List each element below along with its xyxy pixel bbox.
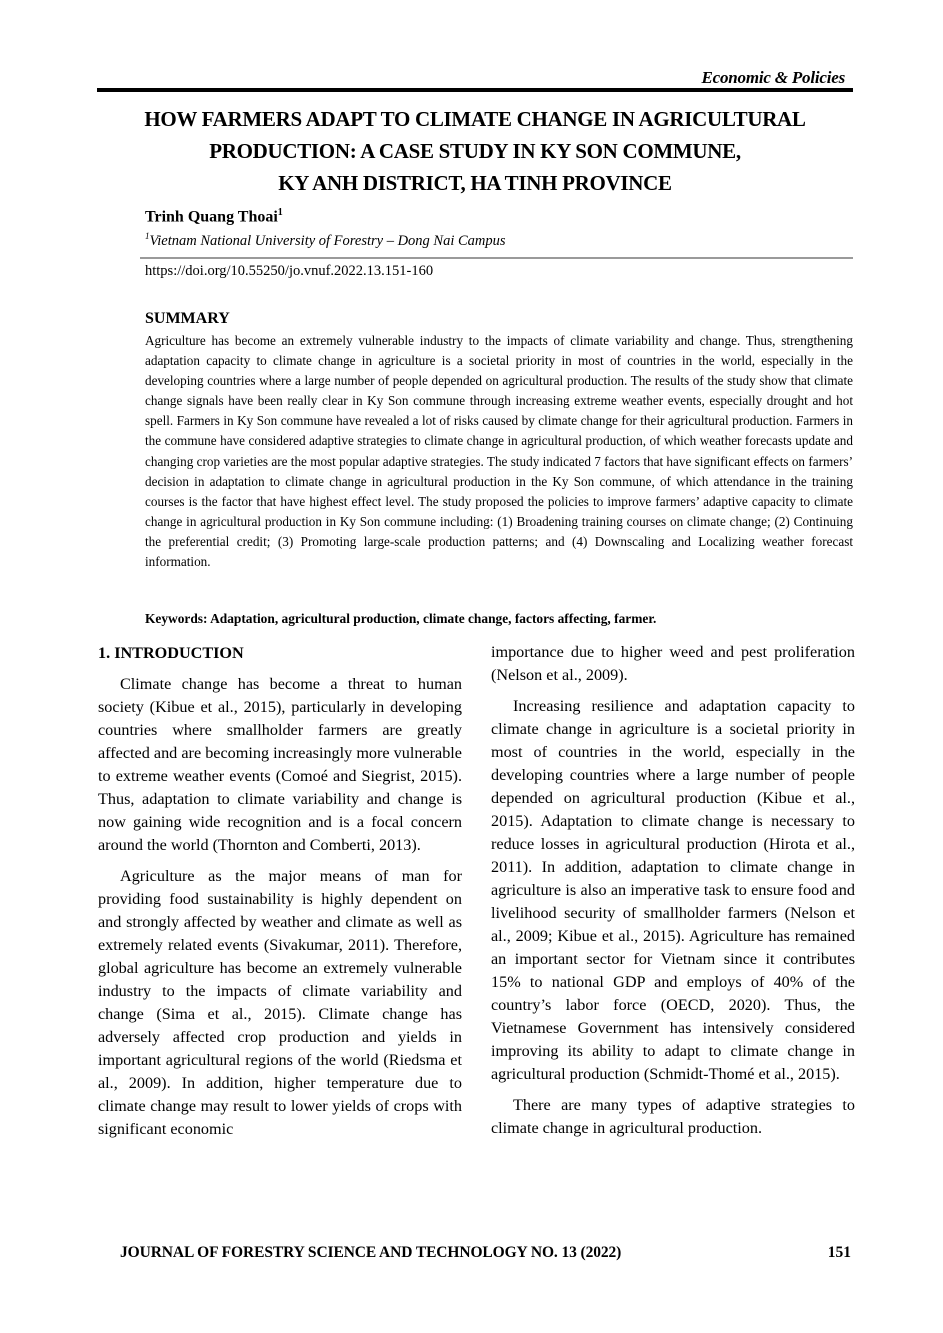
paragraph: Climate change has become a threat to human society (Kibue et al., 2015), particularly in developing countries where smallholder farmers are greatly affected and are becoming increasingly more vulnerable to extreme weather events (Comoé and Siegrist, 2015). Thus, adaptation to climate variability and change is now gaining wide recognition and is a focal concern around the world (Thornton and Comberti, 2013).	[98, 675, 462, 854]
section-heading-introduction: 1. INTRODUCTION	[98, 644, 244, 662]
paragraph: Increasing resilience and adaptation capacity to climate change in agriculture is a societal priority in most of countries in the world, especially in the developing countries where a large number of people depended on agricultural production (Kibue et al., 2015). Adaptation to climate change is necessary to reduce losses in agricultural production (Hirota et al., 2011). In addition, adaptation to climate change in agriculture is also an imperative task to ensure food and livelihood security of smallholder farmers (Nelson et al., 2009; Kibue et al., 2015). Agriculture has remained an important sector for Vietnam since it contributes 15% to national GDP and employs of 40% of the country’s labor force (OECD, 2020). Thus, the Vietnamese Government has intensively considered improving its ability to adapt to climate change in agricultural production (Schmidt-Thomé et al., 2015).	[491, 697, 855, 1083]
paragraph: Agriculture as the major means of man for providing food sustainability is highly dependent on and strongly affected by weather and climate as well as extremely related events (Sivakumar, 2011). Therefore, global agriculture has become an extremely vulnerable industry to the impacts of climate variability and change (Sima et al., 2015). Climate change has adversely affected crop production and yields in important agricultural regions of the world (Riedsma et al., 2009). In addition, higher temperature due to climate change may result to lower yields of crops with significant economic	[98, 867, 462, 1138]
doi-link[interactable]: https://doi.org/10.55250/jo.vnuf.2022.13.151-160	[145, 263, 434, 279]
title-line: KY ANH DISTRICT, HA TINH PROVINCE	[278, 171, 672, 195]
summary-text: Agriculture has become an extremely vulnerable industry to the impacts of climate variability and change. Thus, strengthening adaptation capacity to climate change in agriculture is a societal priority in most of countries in the world, especially in the developing countries where a large number of people depended on agricultural production. The results of the study show that climate change signals have been really clear in Ky Son commune through increasing extreme weather events, especially drought and hot spell. Farmers in Ky Son commune have revealed a lot of risks caused by climate change for their agricultural production. Farmers in the commune have considered adaptive strategies to climate change in agricultural production, of which weather forecasts update and changing crop varieties are the most popular adaptive strategies. The study indicated 7 factors that have significant effects on farmers’ decision in adaptation to climate change in agricultural production in the Ky Son commune, of which attendance in the training courses is the factor that have highest effect level. The study proposed the policies to improve farmers’ adaptive capacity to climate change in agricultural production in Ky Son commune including: (1) Broadening training courses on climate change; (2) Continuing the preferential credit; (3) Promoting large-scale production patterns; and (4) Downscaling and Localizing weather forecast information.	[145, 333, 853, 570]
affiliation-superscript: 1	[145, 231, 150, 241]
journal-footer: JOURNAL OF FORESTRY SCIENCE AND TECHNOLOGY NO. 13 (2022)	[120, 1244, 622, 1261]
author-superscript: 1	[277, 207, 283, 218]
header-rule	[97, 88, 853, 92]
page-number: 151	[827, 1244, 851, 1261]
keywords: Keywords: Adaptation, agricultural production, climate change, factors affecting, farmer.	[145, 611, 657, 626]
paragraph: importance due to higher weed and pest proliferation (Nelson et al., 2009).	[491, 643, 855, 684]
title-line: HOW FARMERS ADAPT TO CLIMATE CHANGE IN AGRICULTURAL	[144, 107, 806, 131]
section-label: Economic & Policies	[701, 68, 845, 87]
title-line: PRODUCTION: A CASE STUDY IN KY SON COMMUNE,	[209, 139, 741, 163]
author-name: Trinh Quang Thoai$^1$	[145, 207, 283, 226]
article-title	[97, 103, 853, 199]
body-column-right	[491, 641, 855, 1148]
paragraph: There are many types of adaptive strategies to climate change in agricultural production.	[491, 1096, 855, 1137]
author-affiliation: $^1$Vietnam National University of Forestry – Dong Nai Campus	[145, 231, 506, 249]
affiliation-rule	[140, 257, 853, 259]
body-column-left	[98, 642, 462, 1149]
summary-heading: SUMMARY	[145, 310, 230, 327]
